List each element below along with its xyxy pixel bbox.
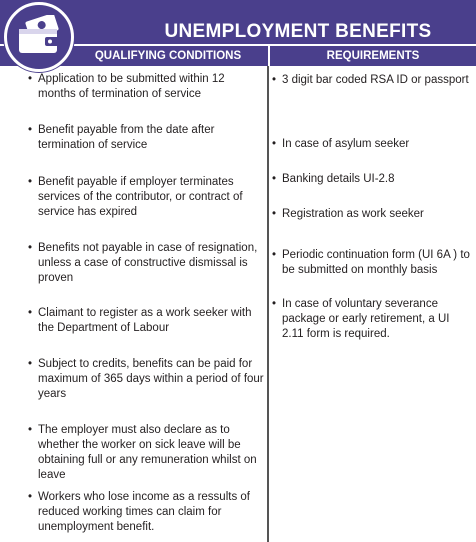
- page-title: UNEMPLOYMENT BENEFITS: [164, 21, 432, 42]
- list-item: [272, 207, 474, 222]
- list-item: [28, 423, 264, 483]
- bullet-icon: •: [28, 358, 33, 370]
- bullet-icon: •: [272, 173, 277, 185]
- bullet-icon: •: [28, 124, 33, 136]
- list-item: [28, 241, 264, 286]
- list-item: [272, 297, 474, 342]
- bullet-icon: •: [28, 307, 33, 319]
- list-item-text: Benefits not payable in case of resignation, unless a case of constructive dismissal is proven: [38, 242, 258, 284]
- bullet-icon: •: [28, 73, 33, 85]
- list-item-text: Benefit payable from the date after termination of service: [38, 124, 215, 151]
- list-item-text: 3 digit bar coded RSA ID or passport: [282, 74, 469, 86]
- list-item-text: Benefit payable if employer terminates services of the contributor, or contract of service has expired: [38, 176, 243, 218]
- bullet-icon: •: [28, 176, 33, 188]
- column-header-requirements: REQUIREMENTS: [326, 50, 420, 62]
- list-item: [28, 357, 264, 402]
- bullet-icon: •: [28, 491, 33, 503]
- bullet-icon: •: [272, 298, 277, 310]
- list-item-text: In case of voluntary severance package or early retirement, a UI 2.11 form is required.: [282, 298, 450, 340]
- list-item-text: Banking details UI-2.8: [282, 173, 395, 185]
- list-item-text: Registration as work seeker: [282, 208, 424, 220]
- bullet-icon: •: [28, 242, 33, 254]
- list-item-text: In case of asylum seeker: [282, 138, 410, 150]
- list-item: [28, 490, 264, 535]
- list-item-text: Application to be submitted within 12 months of termination of service: [38, 73, 225, 100]
- bullet-icon: •: [272, 208, 277, 220]
- bullet-icon: •: [28, 424, 33, 436]
- list-item-text: Claimant to register as a work seeker with the Department of Labour: [38, 307, 252, 334]
- list-item: [272, 172, 474, 187]
- bullet-icon: •: [272, 249, 277, 261]
- wallet-money-icon: [4, 2, 74, 72]
- list-item: [272, 137, 474, 152]
- list-item: [272, 248, 474, 278]
- list-item-text: Subject to credits, benefits can be paid for maximum of 365 days within a period of four years: [38, 358, 264, 400]
- list-item: [28, 123, 264, 153]
- column-divider: [267, 66, 269, 542]
- list-item-text: Periodic continuation form (UI 6A ) to be submitted on monthly basis: [282, 249, 470, 276]
- list-item-text: The employer must also declare as to whether the worker on sick leave will be obtaining full or any remuneration whilst on leave: [38, 424, 257, 481]
- bullet-icon: •: [272, 138, 277, 150]
- list-item: [272, 73, 474, 88]
- list-item: [28, 72, 264, 102]
- list-item-text: Workers who lose income as a ressults of reduced working times can claim for unemployment benefit.: [38, 491, 250, 533]
- column-header-qualifying-conditions: QUALIFYING CONDITIONS: [94, 50, 242, 62]
- bullet-icon: •: [272, 74, 277, 86]
- list-item: [28, 306, 264, 336]
- list-item: [28, 175, 264, 220]
